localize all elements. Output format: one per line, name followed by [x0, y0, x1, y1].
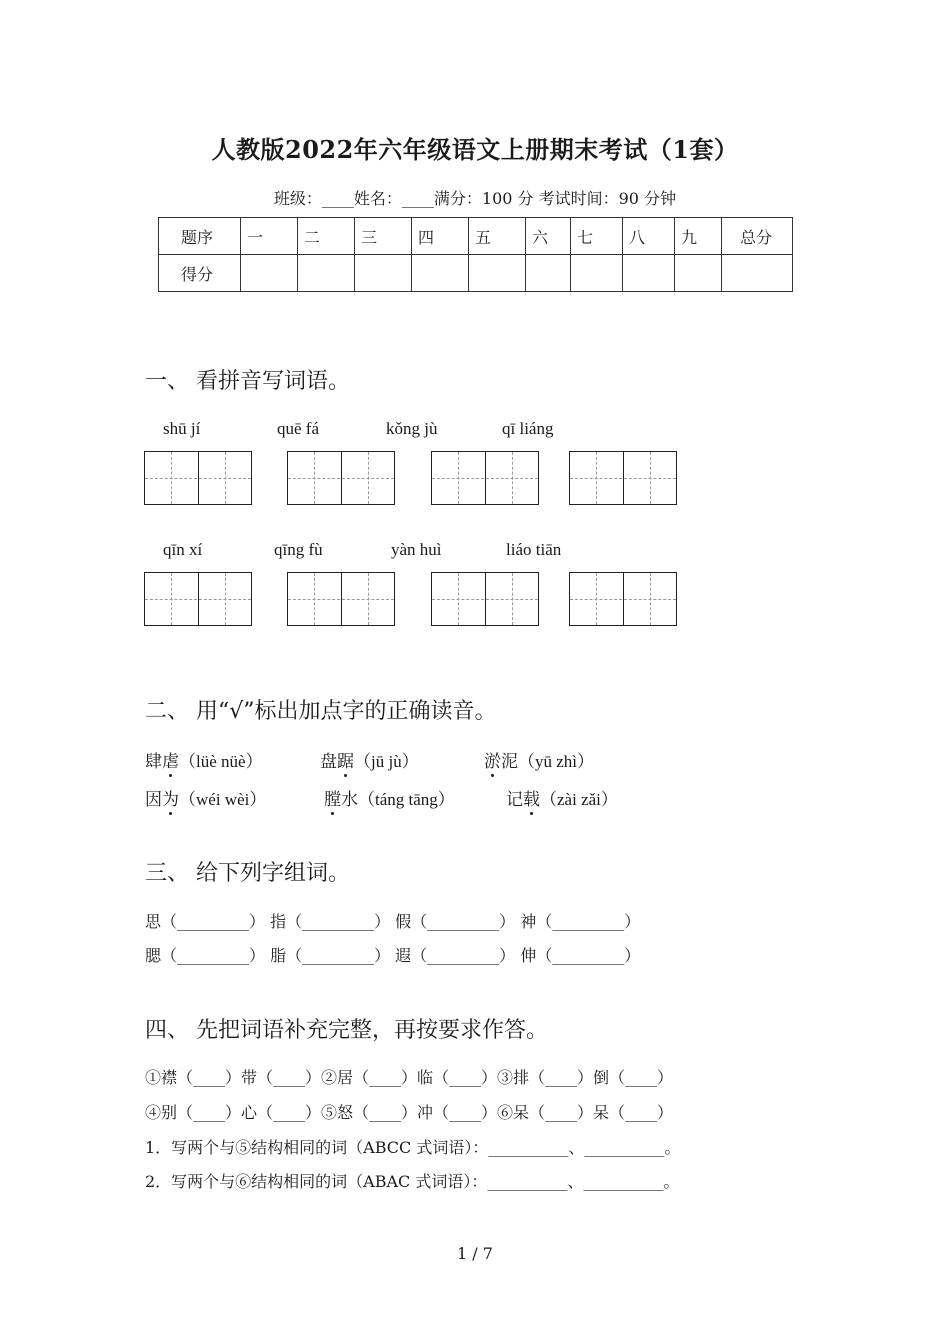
score-table-score-row	[159, 255, 793, 292]
writing-grid[interactable]	[144, 572, 252, 626]
word-building-row[interactable]: 思（_________） 指（_________） 假（_________） 神（_________）	[145, 912, 641, 931]
writing-grid[interactable]	[431, 572, 539, 626]
writing-grid[interactable]	[287, 451, 395, 505]
pinyin-label: qīng fù	[274, 540, 323, 559]
item-text: 水	[341, 790, 358, 810]
score-input-cell[interactable]	[675, 255, 722, 292]
score-input-cell[interactable]	[469, 255, 526, 292]
writing-grid[interactable]	[569, 572, 677, 626]
pinyin-options: （jū jù）	[354, 752, 419, 771]
page-title: 人教版2022年六年级语文上册期末考试（1套）	[211, 135, 739, 164]
reading-item[interactable]	[145, 785, 266, 810]
score-input-cell[interactable]	[623, 255, 675, 292]
score-row-label: 得分	[159, 255, 241, 292]
score-cell: 四	[412, 218, 469, 255]
writing-grid[interactable]	[287, 572, 395, 626]
pinyin-label: kǒng jù	[386, 419, 438, 438]
score-input-cell[interactable]	[298, 255, 355, 292]
dotted-char: 踞	[337, 752, 354, 772]
fill-blank-row[interactable]: ④别（____）心（____）⑤怒（____）冲（____）⑥呆（____）呆（____）	[145, 1103, 674, 1122]
item-text: 因	[145, 790, 162, 810]
score-cell: 七	[571, 218, 623, 255]
score-input-cell[interactable]	[526, 255, 571, 292]
pinyin-label: yàn huì	[391, 540, 442, 559]
word-building-row[interactable]: 腮（_________） 脂（_________） 遐（_________） 伸（_________）	[145, 946, 641, 965]
score-cell: 九	[675, 218, 722, 255]
pinyin-options: （táng tāng）	[358, 790, 455, 809]
pinyin-options: （yū zhì）	[518, 752, 595, 771]
section-4-heading: 四、 先把词语补充完整，再按要求作答。	[145, 1018, 548, 1043]
pinyin-label: qī liáng	[502, 419, 554, 438]
item-text: 肆	[145, 752, 162, 772]
writing-grid[interactable]	[569, 451, 677, 505]
pinyin-options: （wéi wèi）	[179, 790, 267, 809]
reading-item[interactable]	[506, 785, 618, 810]
pinyin-label: qīn xí	[163, 540, 203, 559]
dotted-char: 为	[162, 790, 179, 810]
section-1-heading: 一、 看拼音写词语。	[145, 369, 350, 394]
score-input-cell[interactable]	[241, 255, 298, 292]
item-text: 泥	[501, 752, 518, 772]
score-input-cell[interactable]	[571, 255, 623, 292]
question-line[interactable]: 1．写两个与⑤结构相同的词（ABCC 式词语）：__________、__________。	[145, 1138, 681, 1157]
pinyin-options: （zài zǎi）	[540, 790, 618, 809]
dotted-char: 虐	[162, 752, 179, 772]
dotted-char: 载	[523, 790, 540, 810]
reading-item[interactable]	[145, 747, 263, 772]
score-cell: 题序	[159, 218, 241, 255]
reading-item[interactable]	[324, 785, 455, 810]
question-line[interactable]: 2．写两个与⑥结构相同的词（ABAC 式词语）：__________、__________。	[145, 1172, 680, 1191]
reading-item[interactable]	[484, 747, 594, 772]
score-cell: 八	[623, 218, 675, 255]
score-input-cell[interactable]	[722, 255, 793, 292]
exam-info: 班级：____姓名：____满分：100 分 考试时间：90 分钟	[273, 189, 677, 208]
score-input-cell[interactable]	[355, 255, 412, 292]
writing-grid[interactable]	[144, 451, 252, 505]
dotted-char: 淤	[484, 752, 501, 772]
pinyin-options: （lüè nüè）	[179, 752, 263, 771]
score-input-cell[interactable]	[412, 255, 469, 292]
reading-item[interactable]	[320, 747, 419, 772]
pinyin-label: liáo tiān	[506, 540, 562, 559]
score-table	[158, 217, 793, 292]
page-number: 1 / 7	[457, 1244, 493, 1263]
section-3-heading: 三、 给下列字组词。	[145, 861, 350, 886]
writing-grid[interactable]	[431, 451, 539, 505]
score-cell: 一	[241, 218, 298, 255]
score-cell: 二	[298, 218, 355, 255]
score-cell: 总分	[722, 218, 793, 255]
dotted-char: 膛	[324, 790, 341, 810]
item-text: 盘	[320, 752, 337, 772]
section-2-heading: 二、 用“√”标出加点字的正确读音。	[145, 699, 497, 724]
score-table-header-row	[159, 218, 793, 255]
score-cell: 三	[355, 218, 412, 255]
score-cell: 六	[526, 218, 571, 255]
pinyin-label: quē fá	[277, 419, 320, 438]
score-cell: 五	[469, 218, 526, 255]
item-text: 记	[506, 790, 523, 810]
fill-blank-row[interactable]: ①襟（____）带（____）②居（____）临（____）③排（____）倒（____）	[145, 1068, 674, 1087]
pinyin-label: shū jí	[163, 419, 201, 438]
